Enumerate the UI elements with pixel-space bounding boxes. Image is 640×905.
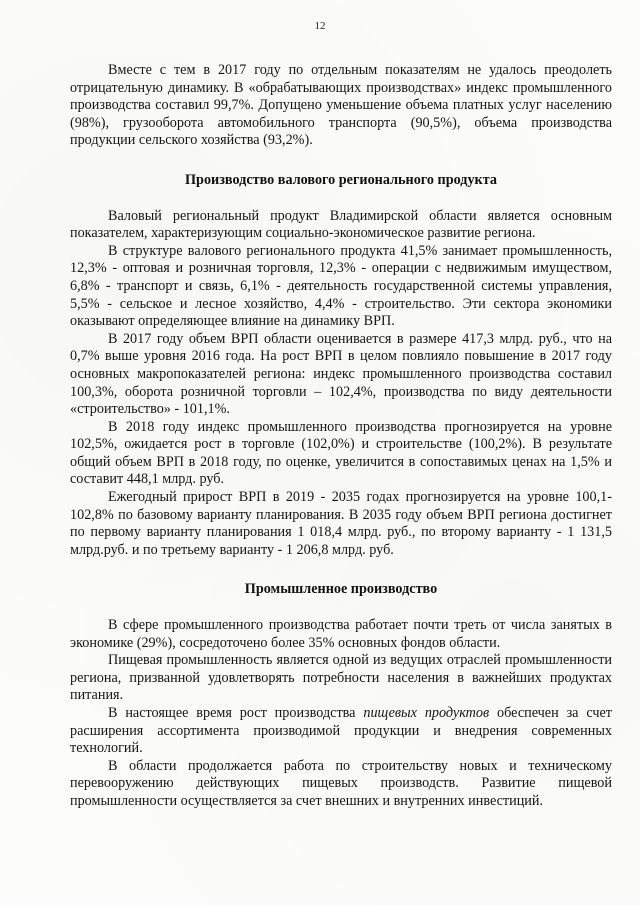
- industry-paragraph-3-start: В настоящее время рост производства: [108, 705, 364, 721]
- section-spacer: [70, 150, 612, 172]
- industry-paragraph-1: В сфере промышленного производства работает почти треть от числа занятых в экономике (29%), сосредоточено более 35% основных фондов области.: [70, 617, 612, 651]
- section-heading-grp: Производство валового регионального продукта: [185, 171, 497, 188]
- intro-paragraph: Вместе с тем в 2017 году по отдельным показателям не удалось преодолеть отрицательную динамику. В «обрабатывающих производствах» индекс промышленного производства составил 99,7%. Допущено уменьшение объема платных услуг населению (98%), грузооборота автомобильного транспорта (90,5%), объема производства продукции сельского хозяйства (93,2%).: [70, 62, 612, 149]
- industry-paragraph-3-end: обеспечен за счет расширения ассортимента производимой продукции и внедрения современных технологий.: [70, 705, 612, 757]
- section-spacer: [70, 559, 612, 581]
- heading-spacer: [70, 599, 612, 617]
- grp-paragraph-3: В 2017 году объем ВРП области оценивается в размере 417,3 млрд. руб., что на 0,7% выше уровня 2016 года. На рост ВРП в целом повлияло повышение в 2017 году основных макропоказателей региона: индекс промышленного производства составил 100,3%, оборота розничной торговли – 102,4%, производства по виду деятельности «строительство» - 101,1%.: [70, 330, 612, 418]
- grp-paragraph-2: В структуре валового регионального продукта 41,5% занимает промышленность, 12,3% - оптовая и розничная торговля, 12,3% - операции с недвижимым имуществом, 6,8% - транспорт и связь, 6,1% - деятельность государственной системы управления, 5,5% - сельское и лесное хозяйство, 4,4% - строительство. Эти сектора экономики оказывают определяющее влияние на динамику ВРП.: [70, 242, 612, 330]
- industry-paragraph-2: Пищевая промышленность является одной из ведущих отраслей промышленности региона, призванной удовлетворять потребности населения в важнейших продуктах питания.: [70, 652, 612, 704]
- heading-spacer: [70, 190, 612, 208]
- document-body: [70, 62, 612, 811]
- grp-paragraph-5: Ежегодный прирост ВРП в 2019 - 2035 годах прогнозируется на уровне 100,1-102,8% по базовому варианту планирования. В 2035 году объем ВРП региона достигнет по первому варианту планирования 1 018,4 млрд. руб., по второму варианту - 1 131,5 млрд.руб. и по третьему варианту - 1 206,8 млрд. руб.: [70, 489, 612, 558]
- industry-paragraph-3: [70, 705, 612, 758]
- food-products-emphasis: пищевых продуктов: [363, 705, 490, 721]
- grp-paragraph-1: Валовый региональный продукт Владимирской области является основным показателем, характеризующим социально-экономическое развитие региона.: [70, 207, 612, 242]
- section-heading-industry: Промышленное производство: [244, 581, 438, 598]
- industry-paragraph-4: В области продолжается работа по строительству новых и техническому перевооружению действующих пищевых производств. Развитие пищевой промышленности осуществляется за счет внешних и внутренних инвестиций.: [70, 757, 612, 809]
- grp-paragraph-4: В 2018 году индекс промышленного производства прогнозируется на уровне 102,5%, ожидается рост в торговле (102,0%) и строительстве (100,2%). В результате общий объем ВРП в 2018 году, по оценке, увеличится в сопоставимых ценах на 1,5% и составит 448,1 млрд. руб.: [70, 418, 612, 488]
- page-number: 12: [314, 20, 326, 32]
